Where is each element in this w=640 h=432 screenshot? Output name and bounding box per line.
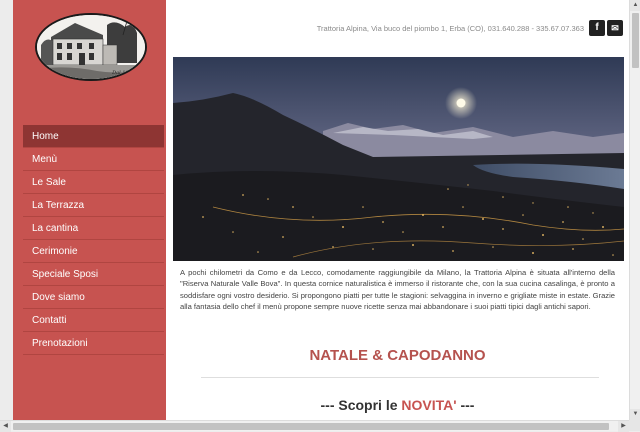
logo-year: Dal 1860 (112, 70, 135, 76)
vertical-scrollbar[interactable] (629, 0, 640, 420)
nav-item-home[interactable]: Home (23, 125, 164, 148)
nav-item-menu[interactable]: Menù (23, 148, 164, 171)
horizontal-scroll-thumb[interactable] (13, 423, 609, 430)
logo[interactable] (35, 13, 147, 81)
nav-item-dove-siamo[interactable]: Dove siamo (23, 286, 164, 309)
vertical-scroll-thumb[interactable] (632, 13, 639, 68)
scroll-left-arrow-icon[interactable]: ◀ (0, 421, 11, 432)
scopri-highlight: NOVITA' (401, 397, 457, 413)
nav-item-speciale-sposi[interactable]: Speciale Sposi (23, 263, 164, 286)
scroll-down-arrow-icon[interactable]: ▼ (630, 409, 640, 420)
nav-item-prenotazioni[interactable]: Prenotazioni (23, 332, 164, 355)
hero-image (173, 57, 624, 261)
header-bar (166, 20, 629, 38)
main-content (166, 0, 629, 420)
section-title: NATALE & CAPODANNO (309, 347, 486, 364)
scopri-prefix: --- Scopri le (320, 397, 402, 413)
night-landscape-photo (173, 57, 624, 261)
address-text: Trattoria Alpina, Via buco del piombo 1, Erba (CO), 031.640.288 - 335.67.07.363 (316, 24, 584, 33)
horizontal-scrollbar[interactable] (0, 420, 629, 431)
nav-item-la-terrazza[interactable]: La Terrazza (23, 194, 164, 217)
scopri-novita-heading[interactable] (166, 397, 629, 413)
nav-item-le-sale[interactable]: Le Sale (23, 171, 164, 194)
mail-icon[interactable]: ✉ (607, 20, 623, 36)
nav-item-contatti[interactable]: Contatti (23, 309, 164, 332)
scrollbar-corner (629, 420, 640, 431)
facebook-icon[interactable]: f (589, 20, 605, 36)
divider (201, 377, 599, 378)
sidebar (13, 0, 166, 420)
intro-paragraph: A pochi chilometri da Como e da Lecco, comodamente raggiungibile da Milano, la Trattoria Alpina è situata all'interno della "Riserva Naturale Valle Bova". In questa cornice naturalistica è immerso il ristorante che, con la sua cucina casalinga, è pronto a soddisfare ogni vostro desiderio. Si propongono piatti per tutte le stagioni: selvaggina in inverno e grigliate miste in estate. Grazie alla fantasia dello chef il menù propone sempre nuove ricette senza mai abbandonare i suoi piatti tipici dagli antichi sapori. (180, 268, 615, 312)
nav-item-cerimonie[interactable]: Cerimonie (23, 240, 164, 263)
nav-item-la-cantina[interactable]: La cantina (23, 217, 164, 240)
scopri-suffix: --- (456, 397, 475, 413)
scroll-up-arrow-icon[interactable]: ▲ (630, 0, 640, 11)
main-nav (23, 125, 164, 355)
scroll-right-arrow-icon[interactable]: ▶ (618, 421, 629, 432)
